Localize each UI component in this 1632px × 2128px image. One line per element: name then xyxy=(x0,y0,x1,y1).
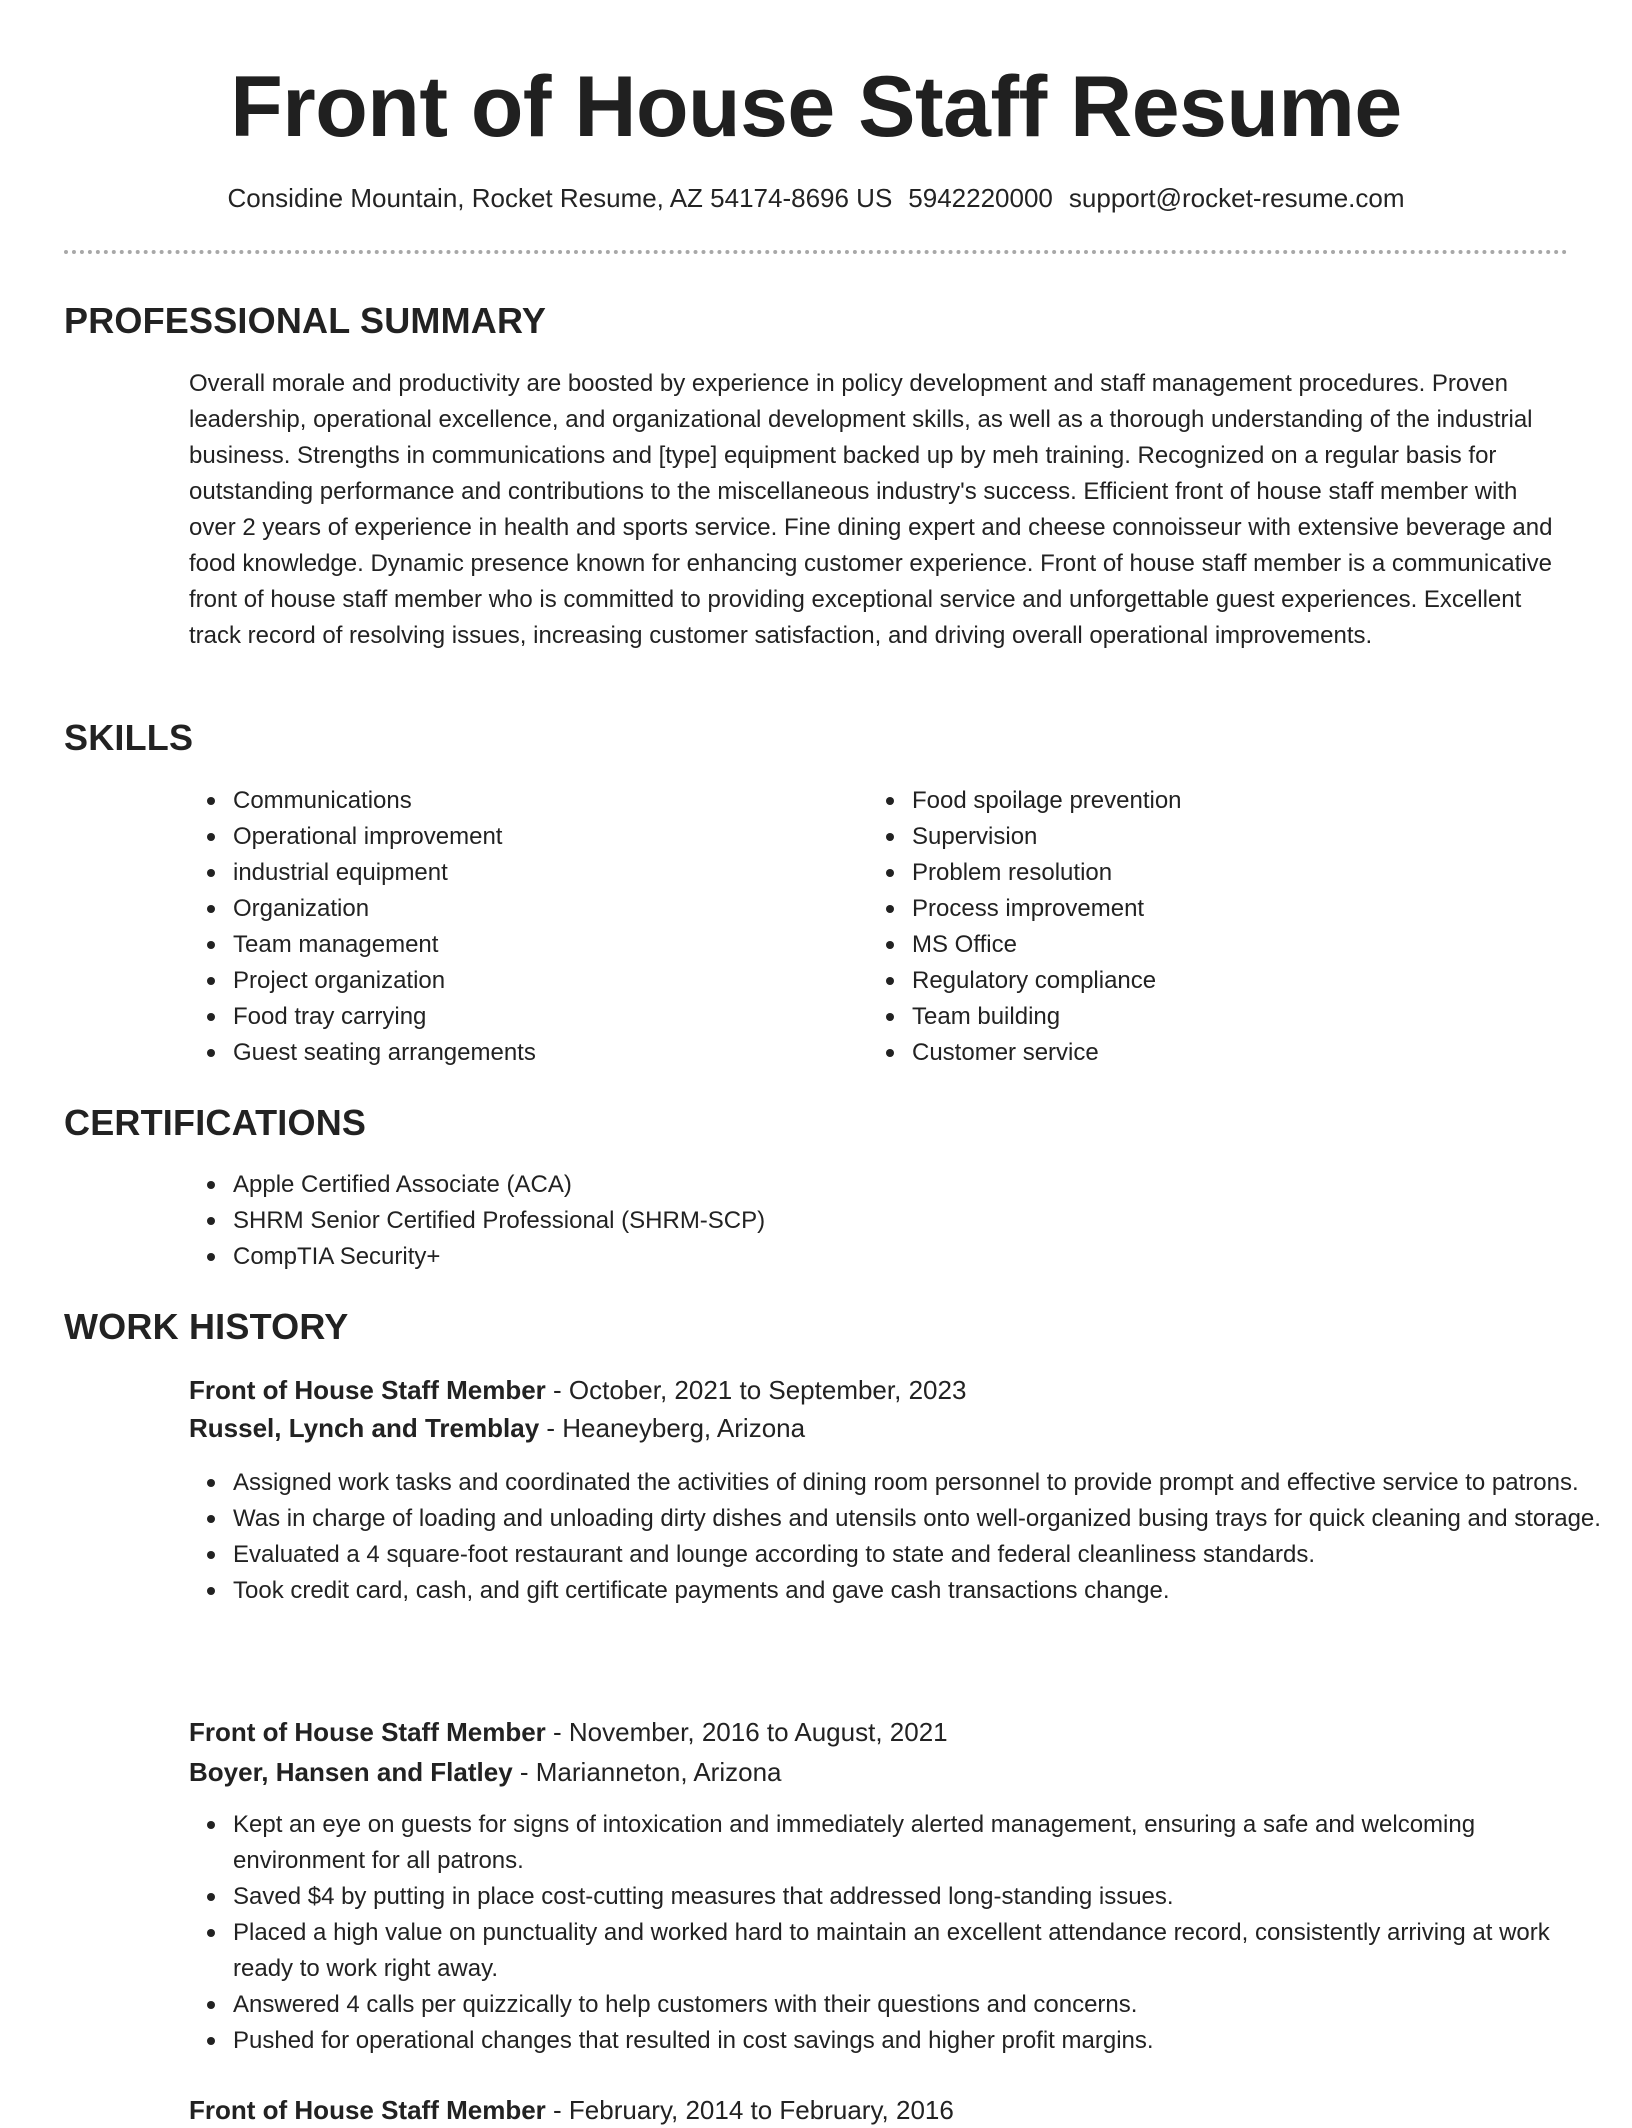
contact-phone: 5942220000 xyxy=(908,183,1053,213)
skills-list-left xyxy=(189,783,833,1071)
job-bullets xyxy=(189,1807,1613,2059)
skill-item: Guest seating arrangements xyxy=(233,1035,833,1071)
certification-item: SHRM Senior Certified Professional (SHRM-SCP) xyxy=(233,1203,1533,1239)
summary-heading: PROFESSIONAL SUMMARY xyxy=(64,300,547,341)
job-bullet: Placed a high value on punctuality and worked hard to maintain an excellent attendance record, consistently arriving at work ready to work right away. xyxy=(233,1915,1613,1987)
job-dates: - November, 2016 to August, 2021 xyxy=(545,1717,948,1747)
header-divider xyxy=(64,250,1568,254)
job-company-line xyxy=(189,1754,781,1790)
job-bullet: Assigned work tasks and coordinated the activities of dining room personnel to provide prompt and effective service to patrons. xyxy=(233,1465,1613,1501)
skill-item: MS Office xyxy=(912,927,1512,963)
job-title: Front of House Staff Member xyxy=(189,2095,546,2125)
job-bullet: Pushed for operational changes that resulted in cost savings and higher profit margins. xyxy=(233,2023,1613,2059)
certification-item: Apple Certified Associate (ACA) xyxy=(233,1167,1533,1203)
skill-item: Process improvement xyxy=(912,891,1512,927)
resume-title: Front of House Staff Resume xyxy=(230,59,1402,155)
job-title-line xyxy=(189,1714,948,1750)
certifications-heading: CERTIFICATIONS xyxy=(64,1102,367,1143)
job-title: Front of House Staff Member xyxy=(189,1717,546,1747)
skill-item: Regulatory compliance xyxy=(912,963,1512,999)
job-dates: - October, 2021 to September, 2023 xyxy=(545,1375,967,1405)
job-dates: - February, 2014 to February, 2016 xyxy=(545,2095,954,2125)
skill-item: industrial equipment xyxy=(233,855,833,891)
skill-item: Operational improvement xyxy=(233,819,833,855)
skill-item: Team management xyxy=(233,927,833,963)
job-bullets xyxy=(189,1465,1613,1609)
job-bullet: Evaluated a 4 square-foot restaurant and lounge according to state and federal cleanliness standards. xyxy=(233,1537,1613,1573)
work-history-heading: WORK HISTORY xyxy=(64,1306,349,1347)
skills-heading: SKILLS xyxy=(64,717,194,758)
skill-item: Food spoilage prevention xyxy=(912,783,1512,819)
summary-text: Overall morale and productivity are boosted by experience in policy development and staff management procedures. Proven leadership, operational excellence, and organizational development skills, as well as a thorough understanding of the industrial business. Strengths in communications and [type] equipment backed up by meh training. Recognized on a regular basis for outstanding performance and contributions to the miscellaneous industry's success. Efficient front of house staff member with over 2 years of experience in health and sports service. Fine dining expert and cheese connoisseur with extensive beverage and food knowledge. Dynamic presence known for enhancing customer experience. Front of house staff member is a communicative front of house staff member who is committed to providing exceptional service and unforgettable guest experiences. Excellent track record of resolving issues, increasing customer satisfaction, and driving overall operational improvements. xyxy=(189,370,1553,649)
skill-item: Team building xyxy=(912,999,1512,1035)
job-title: Front of House Staff Member xyxy=(189,1375,546,1405)
job-title-line xyxy=(189,2092,954,2128)
job-company: Russel, Lynch and Tremblay xyxy=(189,1413,540,1443)
job-company-line xyxy=(189,1410,805,1446)
job-bullet: Saved $4 by putting in place cost-cutting measures that addressed long-standing issues. xyxy=(233,1879,1613,1915)
certifications-list xyxy=(189,1167,1533,1275)
job-title-line xyxy=(189,1372,966,1408)
job-bullet: Kept an eye on guests for signs of intoxication and immediately alerted management, ensuring a safe and welcoming environment for all patrons. xyxy=(233,1807,1613,1879)
job-location: - Marianneton, Arizona xyxy=(512,1757,782,1787)
contact-address: Considine Mountain, Rocket Resume, AZ 54174-8696 US xyxy=(227,183,893,213)
skills-list-right xyxy=(868,783,1512,1071)
job-bullet: Was in charge of loading and unloading dirty dishes and utensils onto well-organized busing trays for quick cleaning and storage. xyxy=(233,1501,1613,1537)
contact-email: support@rocket-resume.com xyxy=(1068,183,1405,213)
skill-item: Supervision xyxy=(912,819,1512,855)
job-bullet: Answered 4 calls per quizzically to help customers with their questions and concerns. xyxy=(233,1987,1613,2023)
skill-item: Communications xyxy=(233,783,833,819)
skill-item: Customer service xyxy=(912,1035,1512,1071)
skill-item: Organization xyxy=(233,891,833,927)
job-location: - Heaneyberg, Arizona xyxy=(539,1413,806,1443)
skill-item: Food tray carrying xyxy=(233,999,833,1035)
skill-item: Project organization xyxy=(233,963,833,999)
certification-item: CompTIA Security+ xyxy=(233,1239,1533,1275)
skill-item: Problem resolution xyxy=(912,855,1512,891)
job-company: Boyer, Hansen and Flatley xyxy=(189,1757,513,1787)
contact-info xyxy=(0,180,1632,216)
job-bullet: Took credit card, cash, and gift certificate payments and gave cash transactions change. xyxy=(233,1573,1613,1609)
